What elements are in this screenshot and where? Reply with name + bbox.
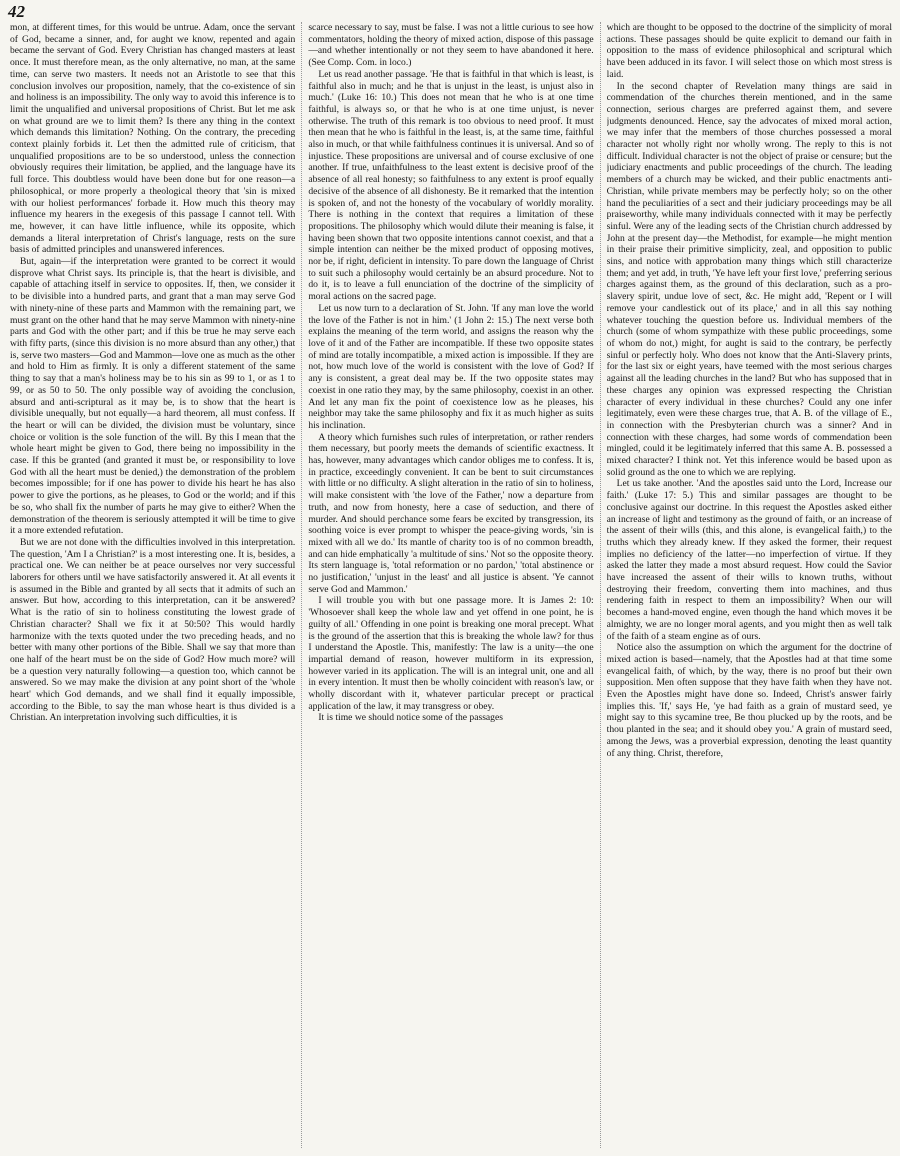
- paragraph: Let us read another passage. 'He that is faithful in that which is least, is faithful also in much; and he that is unjust in the least, is unjust also in much.' (Luke 16: 10.) This does not mean that he who is at one time faithful, is always so, or that he who is at one time unjust, is never otherwise. The truth of this remark is too obvious to need proof. It must then mean that he who is faithful in the least, is, at the same time, faithful also in much, or that while faithfulness continues it is universal. And so of injustice. These propositions are universal and of course exclusive of one another. If true, unfaithfulness to the least extent is decisive proof of the absence of all real honesty; so faithfulness to any extent is proof equally decisive of the absence of all dishonesty. Be it remarked that the intention is spoken of, and not the honesty of the vocabulary of worldly morality. There is nothing in the context that requires a limitation of these propositions. The philosophy which would dilute their meaning is false, it having been shown that two opposite intentions cannot coexist, and that a simple intention can neither be the mixed product of opposing motives, nor be, if right, deficient in intensity. To pare down the language of Christ to suit such a philosophy would certainly be an absurd procedure. Not to do it, is to leave a full enunciation of the doctrine of the simplicity of moral actions on the sacred page.: [308, 68, 594, 303]
- page-number: 42: [8, 2, 25, 21]
- column-left: [10, 22, 295, 1148]
- paragraph: But, again—if the interpretation were granted to be correct it would disprove what Christ says. Its principle is, that the heart is divisible, and capable of attaching itself in service to opposites. If, then, we consider it to be divisible into a hundred parts, and grant that a man may serve God with ninety-nine of these parts and Mammon with the remaining part, we must grant on the other hand that he may serve Mammon with ninety-nine parts and God with the other part; and if this be true he may serve each with fifty parts, (since this division is no more absurd than any other,) that is, serve two masters—God and Mammon—love one as much as the other and hold to Him as firmly. It is only a different statement of the same thing to say that a man's holiness may be to his sin as 99 to 1, or as 1 to 99, or as 50 to 50. The only possible way of avoiding the conclusion, absurd and anti-scriptural as it may be, is to show that the heart is divisible unequally, but not equally—a hard theorem, all must confess. If the heart or will can be divided, the division must be voluntary, since choice or volition is the sole function of the will. By this I mean that the whole heart might be given to God, there being no impossibility in the case. If this be granted (and granted it must be, or responsibility to love God with all the heart must be denied,) the demonstration of the problem becomes impossible; for if one has power to divide his heart he has also power to give the portions, as he pleases, to God or the world; and if this be so, who shall fix the number of parts he may give to either? When the demonstration of the theorem is seriously attempted it will be time to give it a more extended refutation.: [10, 256, 296, 537]
- paragraph: scarce necessary to say, must be false. I was not a little curious to see how commentators, holding the theory of mixed action, dispose of this passage—and whether intentionally or not they seem to have abandoned it here. (See Comp. Com. in loco.): [308, 22, 594, 69]
- column-middle: [301, 22, 600, 1148]
- paragraph: But we are not done with the difficulties involved in this interpretation. The question, 'Am I a Christian?' is a most interesting one. It is, besides, a practical one. We can neither be at peace ourselves nor very successful laborers for others until we have satisfactorily answered it. At all events it is assumed in the Bible and granted by all sects that it admits of such an answer. But how, according to this interpretation, can it be answered? What is the ratio of sin to holiness constituting the lowest grade of Christian character? Shall we fix it at 50:50? This would hardly harmonize with the texts quoted under the two preceding heads, and no better with many other portions of the Bible. Shall we say that more than one half of the heart must be on the side of God? How much more? will be a question very naturally following—a question too, which cannot be answered. So we may make the division at any point short of the 'whole heart' which God demands, and we shall find it equally impossible, according to the Bible, to say the man whose heart is thus divided is a Christian. An interpretation involving such difficulties, it is: [10, 536, 296, 724]
- paragraph: Let us now turn to a declaration of St. John. 'If any man love the world the love of the Father is not in him.' (1 John 2: 15.) The next verse both explains the meaning of the term world, and assigns the reason why the love of it and of the Father are incompatible. If these two opposite states of mind are totally incompatible, a mixed action is impossible. If they are not, how much love of the world is consistent with the love of God? If any is consistent, a great deal may be. If the two opposite states may coexist in one ratio they may, by the same philosophy, coexist in an other. And let any man fix the point of coexistence low as he pleases, his neighbor may take the same philosophy and fix it as much higher as suits his inclination.: [308, 302, 594, 431]
- column-right: [607, 22, 892, 1148]
- text-columns: [10, 22, 892, 1148]
- paragraph: I will trouble you with but one passage more. It is James 2: 10: 'Whosoever shall keep the whole law and yet offend in one point, he is guilty of all.' Offending in one point is breaking one moral precept. What is the ground of the assertion that this is breaking the whole law? for thus I understand the Apostle. This, manifestly: The law is a unity—the one impartial demand of reason, however multiform in its expression, however varied in its application. The will is an integral unit, one and all in every intention. It must then be wholly coincident with reason's law, or wholly discordant with it, whatever particular precept or practical application of the law, it may transgress or obey.: [308, 595, 594, 712]
- paragraph: Let us take another. 'And the apostles said unto the Lord, Increase our faith.' (Luke 17: 5.) This and similar passages are thought to be conclusive against our doctrine. In this request the Apostles asked either an increase of light and testimony as the ground of faith, or an increase of the assent of their wills (this, and this alone, is evangelical faith,) to the truths which they already knew. If they asked the former, their request implies no deficiency of the latter—no imperfection of virtue. If they asked the latter they made a most absurd request. How could the Savior have increased the assent of their wills to known truths, without destroying their freedom, converting them into machines, and thus rendering faith in respect to them an impossibility? When our will becomes a hand-moved engine, even though the hand which moves it be almighty, we are no longer moral agents, and you might then as well talk of the faith of a steam engine as of ours.: [606, 478, 892, 642]
- paragraph: Notice also the assumption on which the argument for the doctrine of mixed action is based—namely, that the Apostles had at that time some evangelical faith, of which, by the way, there is no proof but their own supposition. Men often suppose that they have faith when they have not. Even the Apostles might have done so. Indeed, Christ's answer fairly implies this. 'If,' says He, 'ye had faith as a grain of mustard seed, ye might say to this sycamine tree, Be thou plucked up by the roots, and be thou planted in the sea; and it should obey you.' A grain of mustard seed, among the Jews, was a proverbial expression, denoting the least quantity of any thing. Christ, therefore,: [606, 642, 892, 759]
- paragraph: It is time we should notice some of the passages: [318, 712, 503, 724]
- paragraph: which are thought to be opposed to the doctrine of the simplicity of moral actions. These passages should be quite explicit to demand our faith in opposition to the mass of evidence philosophical and scriptural which have been adduced in its favor. I will select those on which most stress is laid.: [606, 22, 892, 80]
- paragraph: mon, at different times, for this would be untrue. Adam, once the servant of God, became a sinner, and, for aught we know, repented and again became the servant of God. Every Christian has changed masters at least once. It must therefore mean, as the only alternative, no man, at the same time, can serve two masters. It needs not an Aristotle to see that this conclusion involves our proposition, namely, that the co-existence of sin and holiness is an impossibility. The only way to avoid this inference is to limit the unqualified and universal propositions of Christ. But let me ask on what ground are we to limit them? Is there any thing in the context which demands this limitation? Nothing. On the contrary, the preceding context plainly forbids it. Let then the admitted rule of criticism, that unqualified propositions are to be so understood, unless the connection obviously requires their limitation, be applied, and the language have its full force. This doubtless would have been done but for one reason—a philosophical, or more properly a theological theory that 'sin is mixed with our holiest performances' forbade it. How much this theory may influence my hearers in the exegesis of this passage I cannot tell. With me, however, it can have little influence, while its opposite, which demands a literal interpretation of Christ's language, rests on the sure basis of admitted principles and unanswered inferences.: [10, 22, 296, 256]
- paragraph: A theory which furnishes such rules of interpretation, or rather renders them necessary, but poorly meets the demands of scientific exactness. It has, however, many advantages which candor obliges me to confess. It is, in practice, exceedingly convenient. It can be bent to suit circumstances with little or no difficulty. A slight alteration in the ratio of sin to holiness, will make consistent with 'the love of the Father,' now a departure from truth, and now from honesty, here a case of seduction, and there of murder. And should perchance some fears be excited by transgression, its soothing voice is ever prompt to whisper the peace-giving words, 'sin is mixed with all we do.' Its mantle of charity too is of no common breadth, and can hide emphatically 'a multitude of sins.' Not so the opposite theory. Its stern language is, 'total reformation or no pardon,' 'total abstinence or no justification,' 'unjust in the least' and all justice is absent. 'Ye cannot serve God and Mammon.': [308, 431, 594, 595]
- paragraph: In the second chapter of Revelation many things are said in commendation of the churches therein mentioned, and in the same connection, serious charges are preferred against them, and severe judgments denounced. Hence, say the advocates of mixed moral action, we may infer that the members of those churches possessed a moral character not wholly right nor wholly wrong. The reply to this is not difficult. Individual character is not the object of praise or censure; but the judiciary enactments and public proceedings of the church. The leading members of a church may be wicked, and their public enactments anti-Christian, while private members may be perfectly holy; so on the other hand the peculiarities of a sect and their judiciary proceedings may be all praiseworthy, while many individuals connected with it may be perfectly sinful. Were any of the leading sects of the Christian church addressed by John at the present day—the Methodist, for example—he might mention in their praise their primitive simplicity, zeal, and opposition to public sins, and notice with approbation many things which still characterize them; and yet add, in truth, 'Ye have left your first love,' preferring serious charges against them, as the ground of this declaration, such as a pro-slavery spirit, undue love of sect, &c. He might add, 'Repent or I will remove your candlestick out of its place,' and in all this say nothing whatever touching the question before us. Individual members of the church (some of whom sympathize with these public proceedings, some of whom do not,) might, for aught is said to the contrary, be perfectly sinful or perfectly holy. Who does not know that the Anti-Slavery prints, for the last six or eight years, have teemed with the most serious charges against all the leading churches in the land? But who has supposed that in these charges any opinion was expressed respecting the Christian character of every individual in these churches? Could any one infer legitimately, even were these charges true, that A. B. of the village of E., in connection with the Presbyterian church was a sinner? And in connection with these charges, had some words of commendation been mingled, could it be legitimately inferred that this same A. B. possessed a mixed character? I think not. Yet this inference would be based upon as solid ground as the one to which we are replying.: [606, 80, 892, 478]
